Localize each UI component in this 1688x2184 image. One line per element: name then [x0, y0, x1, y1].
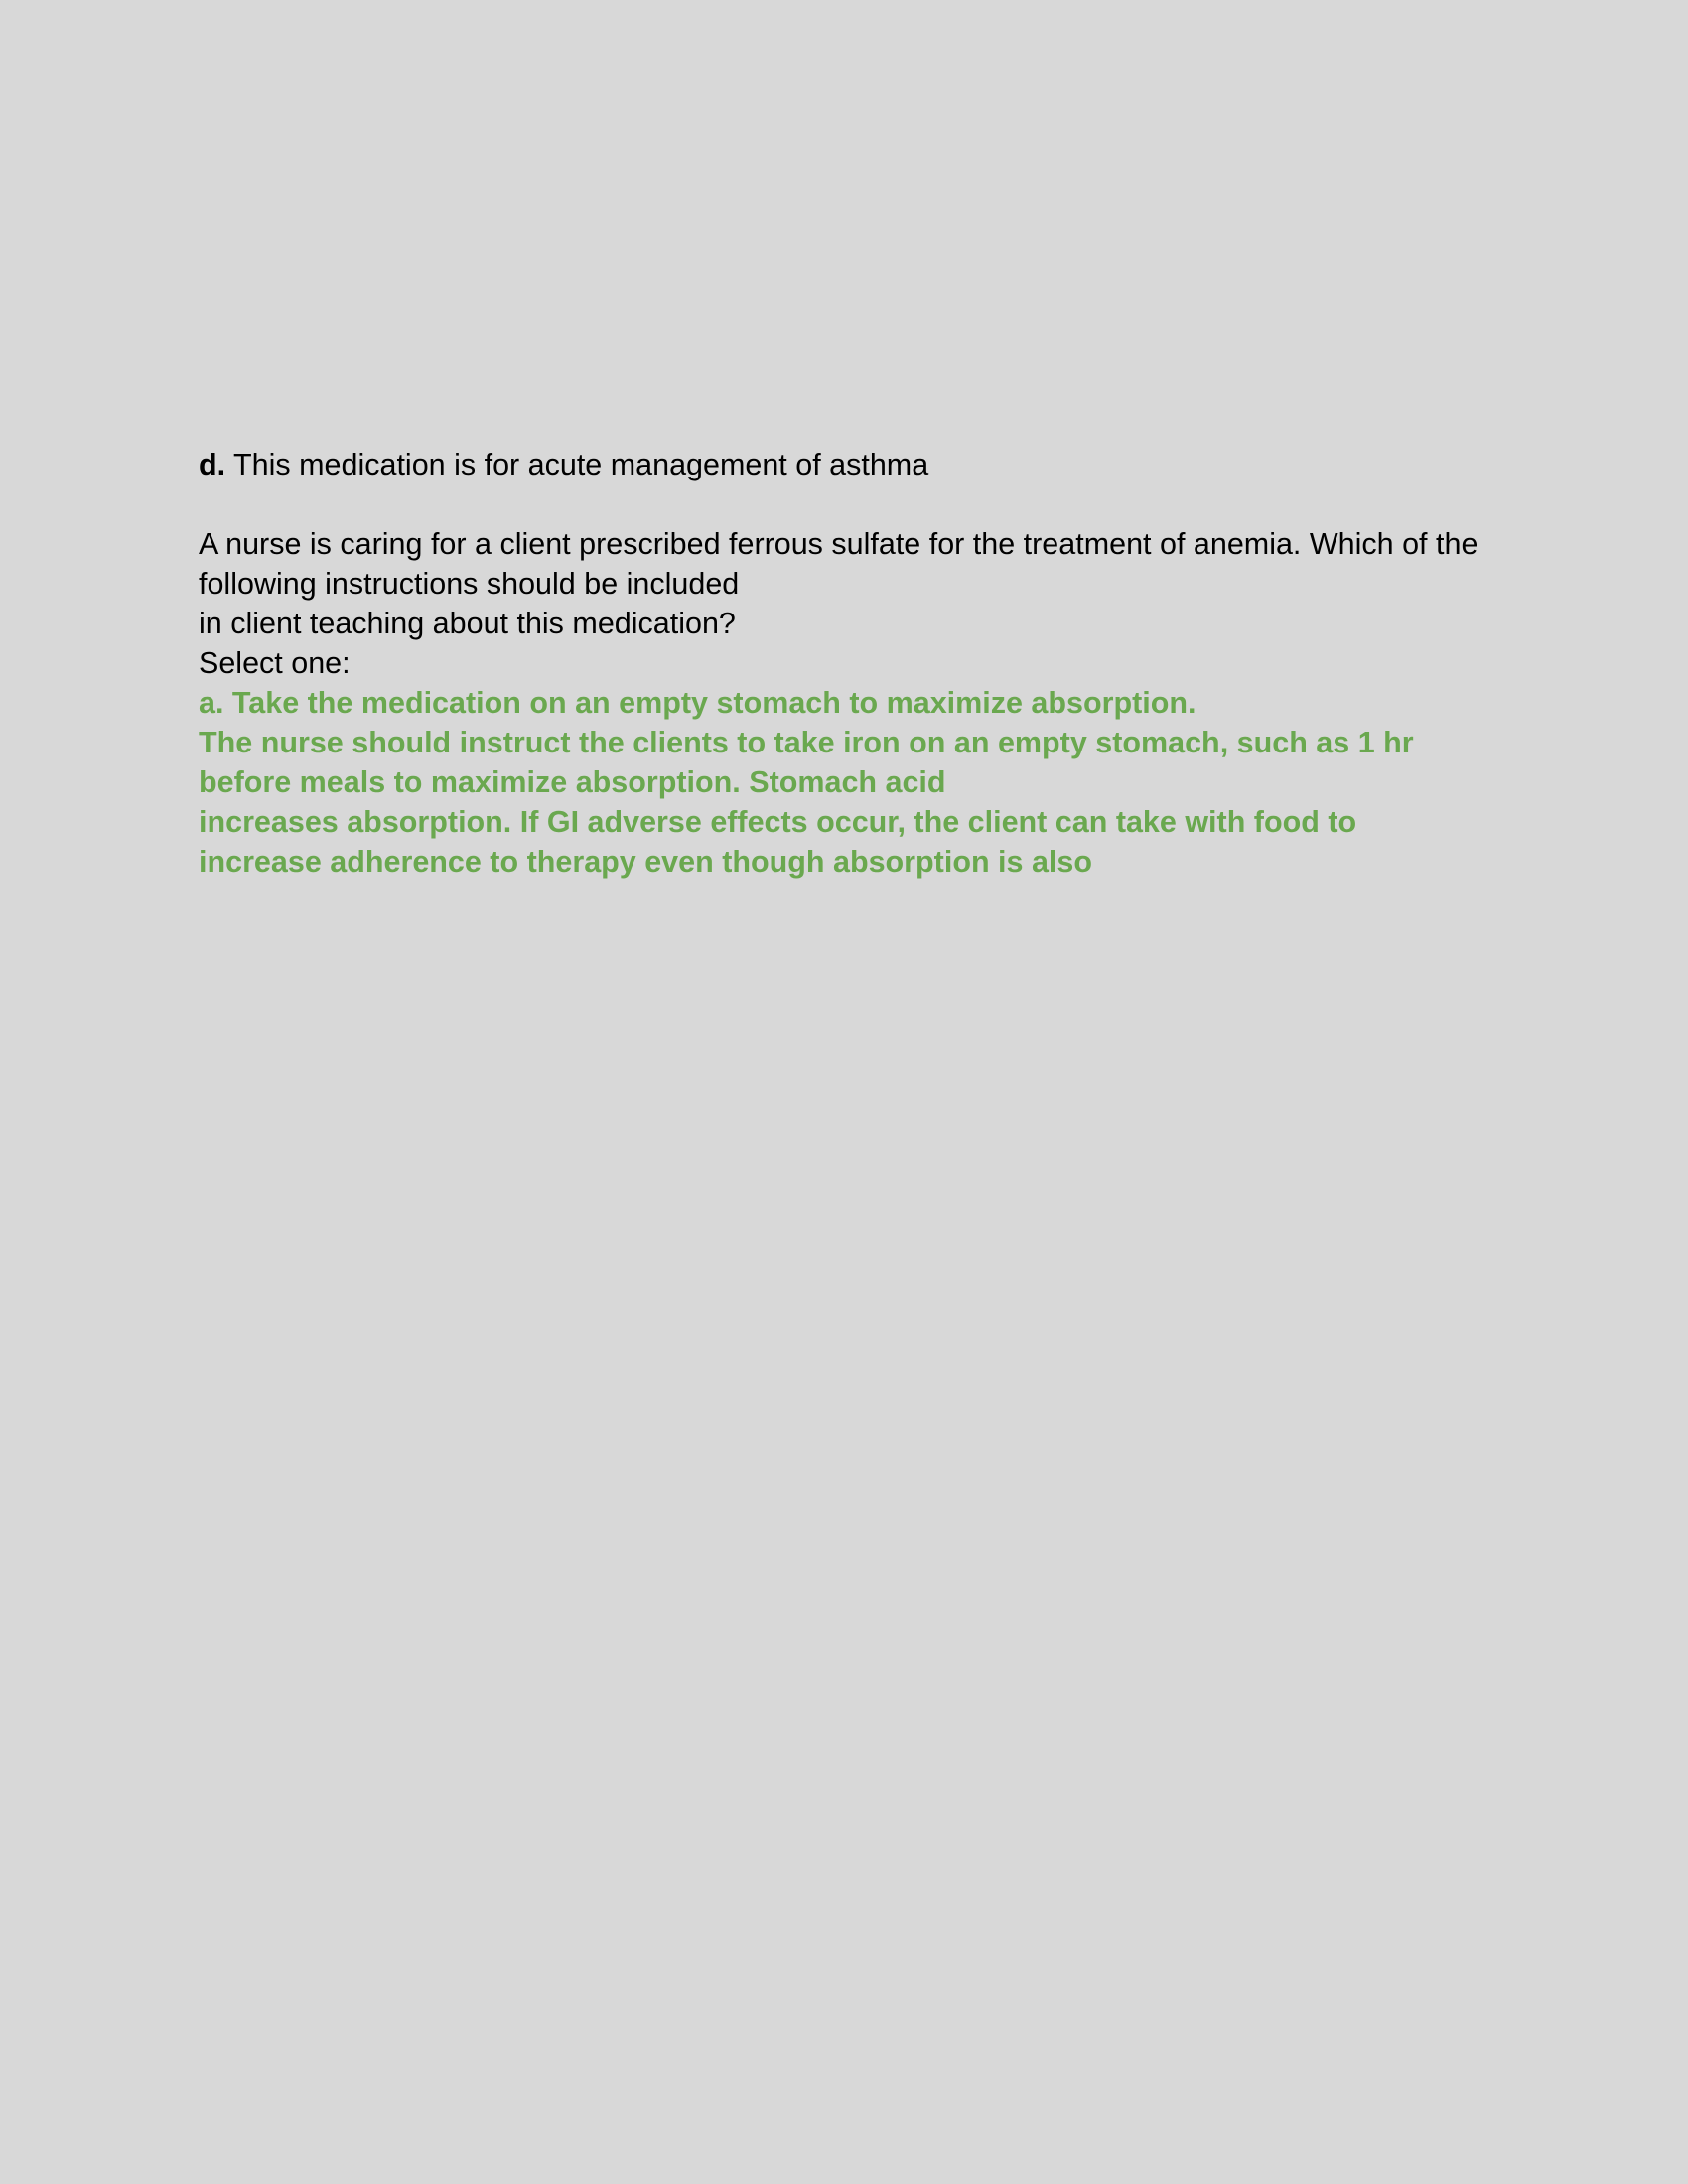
option-letter: d. [199, 448, 226, 481]
document-page [199, 445, 1509, 882]
previous-answer-option [199, 445, 1509, 484]
rationale-line: before meals to maximize absorption. Stomach acid [199, 765, 946, 799]
rationale-line: increase adherence to therapy even though absorption is also [199, 845, 1092, 879]
rationale-line: increases absorption. If GI adverse effects occur, the client can take with food to [199, 805, 1357, 839]
question-text-line: in client teaching about this medication? [199, 607, 736, 640]
option-text: This medication is for acute management of asthma [225, 448, 929, 481]
select-one-prompt: Select one: [199, 646, 351, 680]
answer-block [199, 683, 1509, 882]
question-text-line: A nurse is caring for a client prescribed ferrous sulfate for the treatment of anemia. Which of the [199, 527, 1478, 561]
question-block [199, 524, 1509, 683]
rationale-line: The nurse should instruct the clients to take iron on an empty stomach, such as 1 hr [199, 726, 1414, 759]
correct-answer-option: a. Take the medication on an empty stomach to maximize absorption. [199, 686, 1196, 720]
question-text-line: following instructions should be included [199, 567, 740, 601]
